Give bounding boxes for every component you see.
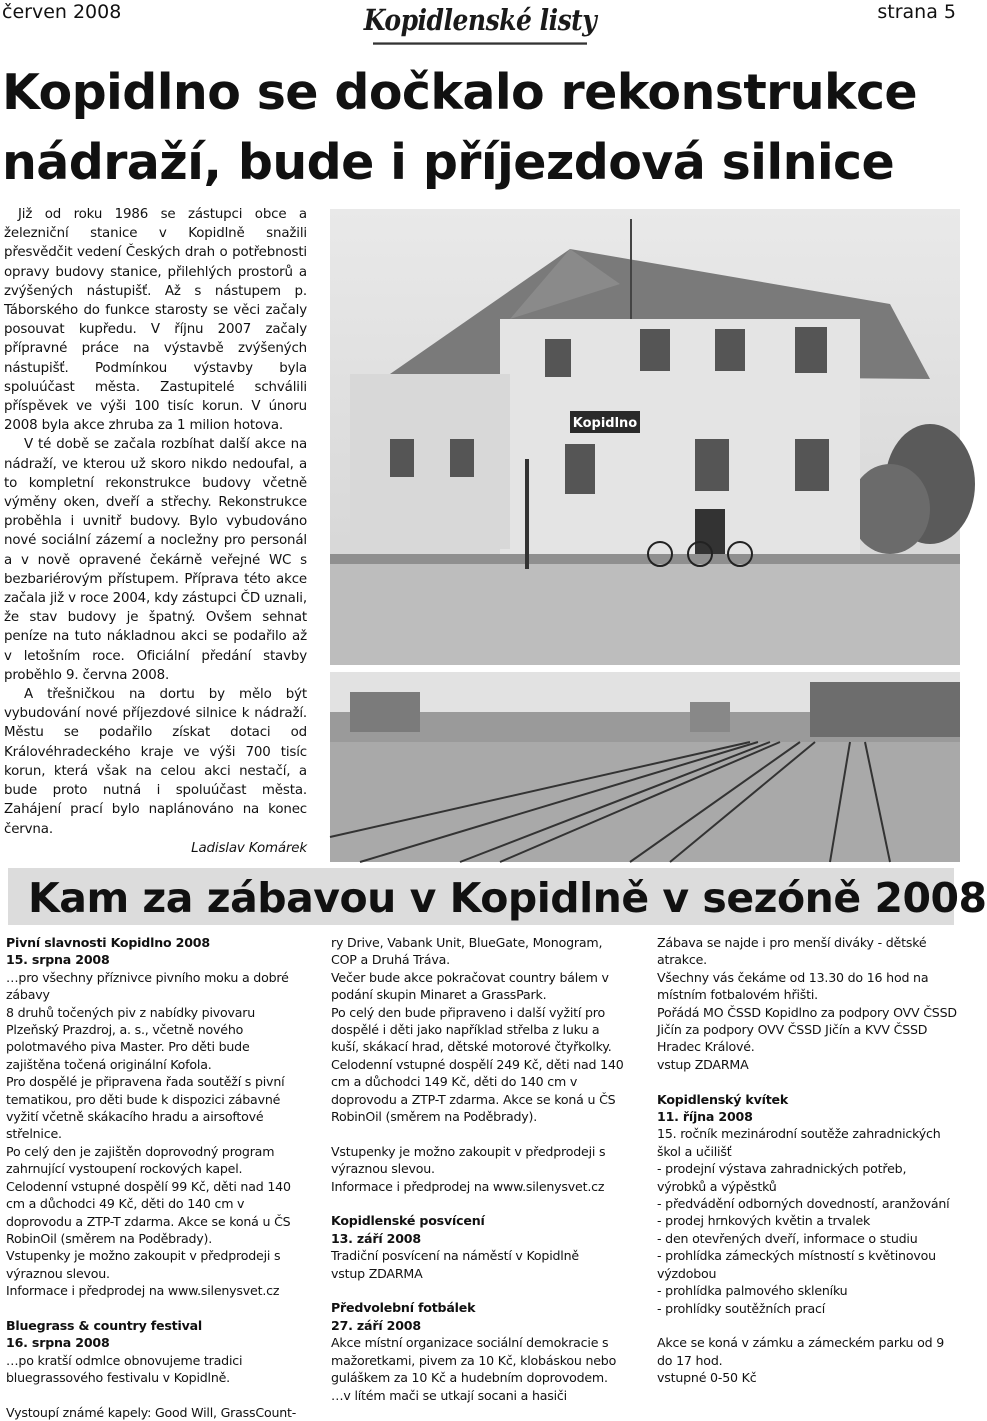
event-text: - prohlídky soutěžních prací xyxy=(657,1300,826,1316)
event-heading: Bluegrass & country festival xyxy=(6,1317,203,1333)
event-text: Informace i předprodej na www.silenysvet.cz xyxy=(331,1178,605,1194)
article-body xyxy=(4,205,307,858)
events-column-3 xyxy=(657,934,961,1387)
spacer xyxy=(331,1195,631,1212)
event-text: Akce místní organizace sociální demokracie s mažoretkami, pivem za 10 Kč, klobáskou nebo guláškem za 10 Kč a hudebním doprovodem. xyxy=(331,1335,620,1386)
event-text: …v lítém mači se utkají socani a hasiči xyxy=(331,1387,567,1403)
article-byline: Ladislav Komárek xyxy=(191,840,307,856)
event-text: vstup ZDARMA xyxy=(331,1265,423,1281)
headline-line-2: nádraží, bude i příjezdová silnice xyxy=(2,134,895,191)
spacer xyxy=(331,1125,631,1142)
spacer xyxy=(6,1300,306,1317)
event-text: vstup ZDARMA xyxy=(657,1056,749,1072)
event-text: - předvádění odborných dovedností, aranžování xyxy=(657,1196,950,1212)
event-heading: 16. srpna 2008 xyxy=(6,1335,110,1351)
event-text: Pro dospělé je připravena řada soutěží s pivní tematikou, pro děti bude k dispozici zábavné vyžití včetně skákacího hradu a airsoftové střelnice. xyxy=(6,1074,289,1142)
event-text: …po kratší odmlce obnovujeme tradici bluegrassového festivalu v Kopidlně. xyxy=(6,1352,247,1386)
event-text: Vystoupí známé kapely: Good Will, GrassCount- xyxy=(6,1404,297,1420)
event-text: - prohlídka palmového skleníku xyxy=(657,1283,848,1299)
event-text: - prohlídka zámeckých místností s květinovou výzdobou xyxy=(657,1248,940,1281)
event-text: Všechny vás čekáme od 13.30 do 16 hod na místním fotbalovém hřišti. xyxy=(657,969,933,1003)
event-text: - den otevřených dveří, informace o studiu xyxy=(657,1230,918,1246)
event-text: Po celý den bude připraveno i další vyžití pro dospělé i děti jako například střelba z luku a kuší, skákací hrad, dětské motorové čtyřkolky. Celodenní vstupné dospělí 249 Kč, děti nad 140 cm a důchodci 149 Kč, děti do 140 cm v doprovodu a ZTP-T zdarma. Akce se koná u ČS RobinOil (směrem na Poděbrady). xyxy=(331,1004,628,1125)
event-text: Vstupenky je možno zakoupit v předprodeji s výraznou slevou. xyxy=(331,1143,610,1177)
masthead-logo: Kopidlenské listy xyxy=(355,1,605,47)
event-text: Informace i předprodej na www.silenysvet.cz xyxy=(6,1283,280,1299)
event-heading: Kopidlenské posvícení xyxy=(331,1213,485,1229)
spacer xyxy=(657,1073,957,1090)
railway-tracks-photo xyxy=(330,672,960,862)
event-text: - prodej hrnkových květin a trvalek xyxy=(657,1213,871,1229)
article-headline xyxy=(2,58,957,198)
station-building-photo xyxy=(330,209,960,665)
event-text: - prodejní výstava zahradnických potřeb, výrobků a výpěstků xyxy=(657,1161,911,1194)
article-paragraph: V té době se začala rozbíhat další akce na nádraží, ve kterou už skoro nikdo nedoufal, a to kompletní rekonstrukce budovy včetně výměny oken, dveří a střechy. Rekonstrukce proběhla i uvnitř budovy. Bylo vybudováno nové sociální zázemí a nocležny pro personál a v nově opravené čekárně veřejné WC s bezbariérovým přístupem. Příprava této akce začala již v roce 2004, kdy zástupci ČD uznali, že stav budovy je špatný. Ovšem sehnat peníze na tuto nákladnou akci se podařilo až v letošním roce. Oficiální předání stavby proběhlo 9. června 2008. xyxy=(4,437,307,683)
events-title: Kam za zábavou v Kopidlně v sezóně 2008 xyxy=(28,874,987,922)
spacer xyxy=(6,1387,306,1404)
event-heading: 15. srpna 2008 xyxy=(6,952,110,968)
page-number: strana 5 xyxy=(877,1,956,23)
events-column-2 xyxy=(331,934,631,1404)
events-column-1 xyxy=(6,934,306,1421)
event-text: Akce se koná v zámku a zámeckém parku od 9 do 17 hod. xyxy=(657,1335,948,1368)
event-heading: 11. října 2008 xyxy=(657,1109,753,1125)
event-text: 15. ročník mezinárodní soutěže zahradnických škol a učilišť xyxy=(657,1126,945,1159)
spacer xyxy=(657,1317,957,1334)
event-text: Tradiční posvícení na náměstí v Kopidlně xyxy=(331,1248,579,1264)
event-heading: 13. září 2008 xyxy=(331,1230,421,1246)
event-text: Večer bude akce pokračovat country bálem v podání skupin Minaret a GrassPark. xyxy=(331,969,613,1003)
event-heading: Kopidlenský kvítek xyxy=(657,1091,789,1107)
event-text: …pro všechny příznivce pivního moku a dobré zábavy xyxy=(6,969,293,1003)
event-text: ry Drive, Vabank Unit, BlueGate, Monogram, COP a Druhá Tráva. xyxy=(331,935,607,968)
events-banner xyxy=(8,868,987,925)
event-text: 8 druhů točených piv z nabídky pivovaru Plzeňský Prazdroj, a. s., včetně nového polotmavého piva Master. Pro děti bude zajištěna točená originální Kofola. xyxy=(6,1004,259,1072)
event-heading: Pivní slavnosti Kopidlno 2008 xyxy=(6,935,210,950)
event-text: Po celý den je zajištěn doprovodný program zahrnující vystoupení rockových kapel. xyxy=(6,1143,279,1177)
article-paragraph: Již od roku 1986 se zástupci obce a železniční stanice v Kopidlně snažili přesvědčit vedení Českých drah o potřebnosti opravy budovy stanice, přilehlých prostorů a zvýšených nástupišť. Až s nástupem p. Táborského do funkce starosty se věci začaly posouvat kupředu. V říjnu 2007 začaly přípravné práce na výstavbě zvýšených nástupišť. Podmínkou výstavby byla spoluúčast města. Zastupitelé schválili příspěvek ve výši 100 tisíc korun. V únoru 2008 byla akce zhruba za 1 milion hotova. xyxy=(4,207,307,434)
station-sign: Kopidlno xyxy=(572,416,638,431)
event-text: vstupné 0-50 Kč xyxy=(657,1370,757,1386)
spacer xyxy=(331,1282,631,1299)
event-heading: Předvolební fotbálek xyxy=(331,1300,476,1316)
article-paragraph: A třešničkou na dortu by mělo být vybudování nové příjezdové silnice k nádraží. Městu se podařilo získat dotaci od Královéhradeckého kraje ve výši 700 tisíc korun, která však na celou akci nestačí, a bude proto nutná i spoluúčast města. Zahájení prací bylo naplánováno na konec června. xyxy=(4,687,307,837)
event-heading: 27. září 2008 xyxy=(331,1317,421,1333)
event-text: Celodenní vstupné dospělí 99 Kč, děti nad 140 cm a důchodci 49 Kč, děti do 140 cm v doprovodu a ZTP-T zdarma. Akce se koná u ČS RobinOil (směrem na Poděbrady). xyxy=(6,1178,295,1246)
headline-line-1: Kopidlno se dočkalo rekonstrukce xyxy=(2,64,918,121)
event-text: Pořádá MO ČSSD Kopidlno za podpory OVV ČSSD Jičín za podpory OVV ČSSD Jičín a KVV ČSSD Hradec Králové. xyxy=(657,1004,961,1055)
issue-date: červen 2008 xyxy=(2,1,122,23)
event-text: Zábava se najde i pro menší diváky - dětské atrakce. xyxy=(657,935,931,968)
event-text: Vstupenky je možno zakoupit v předprodeji s výraznou slevou. xyxy=(6,1248,285,1281)
